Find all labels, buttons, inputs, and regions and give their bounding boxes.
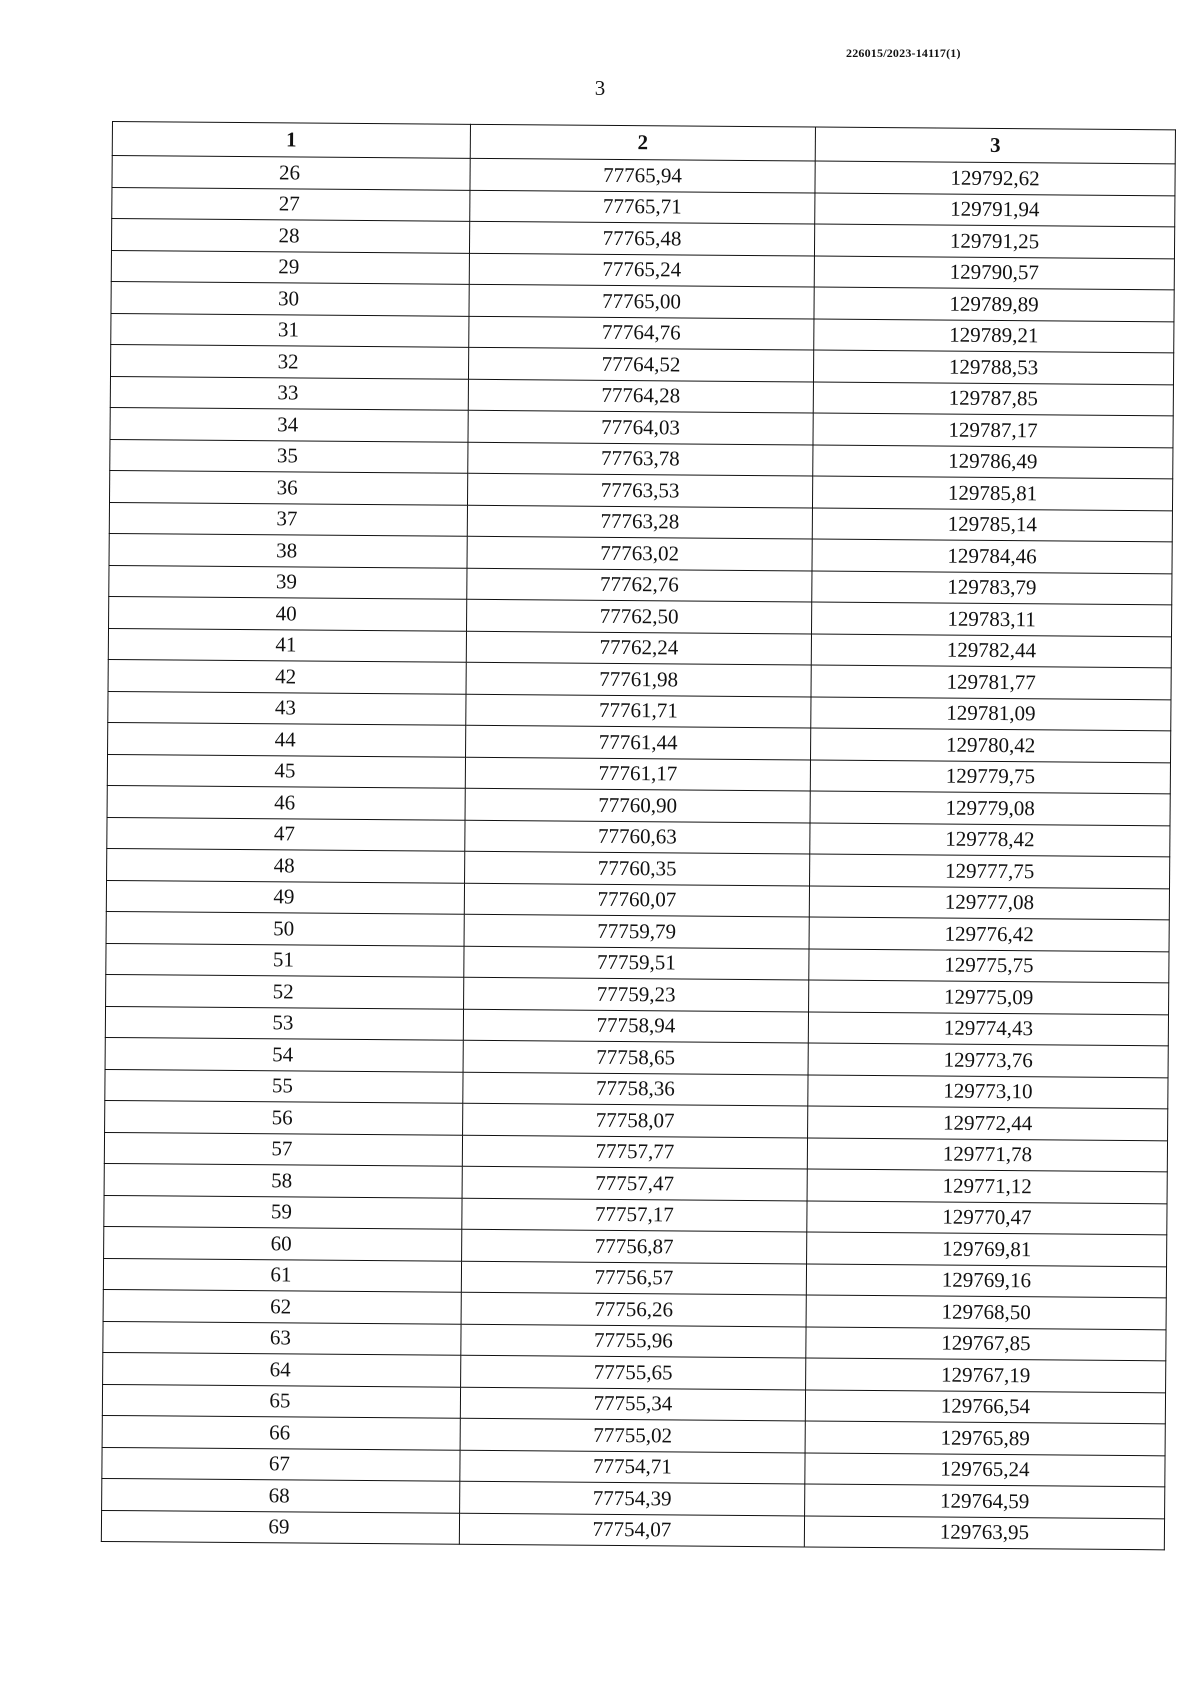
point-number-cell: 47 <box>107 817 465 851</box>
point-number-cell: 33 <box>110 376 468 410</box>
x-coordinate-cell: 77763,28 <box>467 505 812 539</box>
point-number-cell: 45 <box>107 754 465 788</box>
y-coordinate-cell: 129789,89 <box>814 287 1174 321</box>
x-coordinate-cell: 77759,23 <box>464 977 809 1011</box>
y-coordinate-cell: 129770,47 <box>807 1200 1167 1234</box>
x-coordinate-cell: 77755,34 <box>460 1387 805 1421</box>
point-number-cell: 52 <box>106 974 464 1008</box>
y-coordinate-cell: 129781,09 <box>811 697 1171 731</box>
x-coordinate-cell: 77759,51 <box>464 946 809 980</box>
point-number-cell: 57 <box>104 1132 462 1166</box>
coordinates-table <box>101 121 1176 1550</box>
point-number-cell: 42 <box>108 659 466 693</box>
y-coordinate-cell: 129781,77 <box>811 665 1171 699</box>
y-coordinate-cell: 129777,75 <box>810 854 1170 888</box>
y-coordinate-cell: 129776,42 <box>809 917 1169 951</box>
point-number-cell: 67 <box>102 1447 460 1481</box>
y-coordinate-cell: 129787,85 <box>813 382 1173 416</box>
y-coordinate-cell: 129788,53 <box>813 350 1173 384</box>
x-coordinate-cell: 77763,53 <box>467 473 812 507</box>
x-coordinate-cell: 77765,94 <box>470 158 815 192</box>
y-coordinate-cell: 129780,42 <box>811 728 1171 762</box>
y-coordinate-cell: 129766,54 <box>805 1389 1165 1423</box>
x-coordinate-cell: 77764,03 <box>468 410 813 444</box>
point-number-cell: 60 <box>104 1226 462 1260</box>
x-coordinate-cell: 77762,24 <box>466 631 811 665</box>
y-coordinate-cell: 129773,76 <box>808 1043 1168 1077</box>
point-number-cell: 48 <box>107 848 465 882</box>
table-body <box>101 156 1175 1550</box>
y-coordinate-cell: 129775,09 <box>809 980 1169 1014</box>
x-coordinate-cell: 77758,07 <box>463 1103 808 1137</box>
y-coordinate-cell: 129791,25 <box>814 224 1174 258</box>
x-coordinate-cell: 77764,76 <box>469 316 814 350</box>
x-coordinate-cell: 77765,71 <box>470 190 815 224</box>
y-coordinate-cell: 129787,17 <box>813 413 1173 447</box>
x-coordinate-cell: 77754,07 <box>459 1513 804 1547</box>
x-coordinate-cell: 77755,02 <box>460 1418 805 1452</box>
x-coordinate-cell: 77757,17 <box>462 1198 807 1232</box>
y-coordinate-cell: 129785,81 <box>812 476 1172 510</box>
point-number-cell: 64 <box>103 1352 461 1386</box>
point-number-cell: 38 <box>109 533 467 567</box>
y-coordinate-cell: 129772,44 <box>808 1106 1168 1140</box>
x-coordinate-cell: 77765,00 <box>469 284 814 318</box>
x-coordinate-cell: 77756,26 <box>461 1292 806 1326</box>
page-number: 3 <box>594 76 606 100</box>
y-coordinate-cell: 129777,08 <box>809 886 1169 920</box>
point-number-cell: 40 <box>109 596 467 630</box>
point-number-cell: 66 <box>102 1415 460 1449</box>
x-coordinate-cell: 77765,48 <box>469 221 814 255</box>
x-coordinate-cell: 77760,07 <box>464 883 809 917</box>
x-coordinate-cell: 77754,39 <box>460 1481 805 1515</box>
x-coordinate-cell: 77755,65 <box>461 1355 806 1389</box>
y-coordinate-cell: 129775,75 <box>809 948 1169 982</box>
point-number-cell: 65 <box>102 1384 460 1418</box>
x-coordinate-cell: 77763,78 <box>468 442 813 476</box>
point-number-cell: 27 <box>112 187 470 221</box>
y-coordinate-cell: 129769,16 <box>806 1263 1166 1297</box>
y-coordinate-cell: 129767,85 <box>806 1326 1166 1360</box>
point-number-cell: 34 <box>110 407 468 441</box>
document-id: 226015/2023-14117(1) <box>846 46 961 60</box>
point-number-cell: 46 <box>107 785 465 819</box>
y-coordinate-cell: 129792,62 <box>815 161 1175 195</box>
y-coordinate-cell: 129771,12 <box>807 1169 1167 1203</box>
point-number-cell: 61 <box>103 1258 461 1292</box>
column-header-2: 2 <box>470 124 815 161</box>
point-number-cell: 54 <box>105 1037 463 1071</box>
x-coordinate-cell: 77762,76 <box>467 568 812 602</box>
point-number-cell: 51 <box>106 943 464 977</box>
x-coordinate-cell: 77756,57 <box>461 1261 806 1295</box>
point-number-cell: 28 <box>111 219 469 253</box>
y-coordinate-cell: 129785,14 <box>812 508 1172 542</box>
y-coordinate-cell: 129769,81 <box>807 1232 1167 1266</box>
column-header-3: 3 <box>815 127 1175 164</box>
y-coordinate-cell: 129764,59 <box>805 1484 1165 1518</box>
x-coordinate-cell: 77761,71 <box>466 694 811 728</box>
point-number-cell: 69 <box>101 1510 459 1544</box>
point-number-cell: 58 <box>104 1163 462 1197</box>
y-coordinate-cell: 129783,11 <box>811 602 1171 636</box>
y-coordinate-cell: 129791,94 <box>815 193 1175 227</box>
column-header-1: 1 <box>112 122 470 159</box>
x-coordinate-cell: 77760,63 <box>465 820 810 854</box>
y-coordinate-cell: 129763,95 <box>804 1515 1164 1549</box>
x-coordinate-cell: 77757,47 <box>462 1166 807 1200</box>
x-coordinate-cell: 77760,90 <box>465 788 810 822</box>
point-number-cell: 29 <box>111 250 469 284</box>
point-number-cell: 56 <box>105 1100 463 1134</box>
y-coordinate-cell: 129765,89 <box>805 1421 1165 1455</box>
point-number-cell: 68 <box>102 1478 460 1512</box>
x-coordinate-cell: 77763,02 <box>467 536 812 570</box>
point-number-cell: 55 <box>105 1069 463 1103</box>
x-coordinate-cell: 77765,24 <box>469 253 814 287</box>
point-number-cell: 35 <box>110 439 468 473</box>
y-coordinate-cell: 129768,50 <box>806 1295 1166 1329</box>
y-coordinate-cell: 129782,44 <box>811 634 1171 668</box>
y-coordinate-cell: 129779,75 <box>810 760 1170 794</box>
y-coordinate-cell: 129789,21 <box>814 319 1174 353</box>
y-coordinate-cell: 129771,78 <box>807 1137 1167 1171</box>
y-coordinate-cell: 129765,24 <box>805 1452 1165 1486</box>
point-number-cell: 31 <box>111 313 469 347</box>
y-coordinate-cell: 129786,49 <box>813 445 1173 479</box>
point-number-cell: 62 <box>103 1289 461 1323</box>
point-number-cell: 53 <box>105 1006 463 1040</box>
point-number-cell: 39 <box>109 565 467 599</box>
x-coordinate-cell: 77764,28 <box>468 379 813 413</box>
y-coordinate-cell: 129774,43 <box>808 1011 1168 1045</box>
point-number-cell: 63 <box>103 1321 461 1355</box>
x-coordinate-cell: 77758,65 <box>463 1040 808 1074</box>
y-coordinate-cell: 129779,08 <box>810 791 1170 825</box>
y-coordinate-cell: 129773,10 <box>808 1074 1168 1108</box>
point-number-cell: 26 <box>112 156 470 190</box>
point-number-cell: 32 <box>110 344 468 378</box>
x-coordinate-cell: 77754,71 <box>460 1450 805 1484</box>
point-number-cell: 50 <box>106 911 464 945</box>
point-number-cell: 36 <box>110 470 468 504</box>
x-coordinate-cell: 77759,79 <box>464 914 809 948</box>
point-number-cell: 44 <box>108 722 466 756</box>
point-number-cell: 30 <box>111 281 469 315</box>
x-coordinate-cell: 77756,87 <box>462 1229 807 1263</box>
x-coordinate-cell: 77760,35 <box>465 851 810 885</box>
x-coordinate-cell: 77758,94 <box>463 1009 808 1043</box>
x-coordinate-cell: 77761,17 <box>465 757 810 791</box>
x-coordinate-cell: 77761,98 <box>466 662 811 696</box>
y-coordinate-cell: 129783,79 <box>812 571 1172 605</box>
point-number-cell: 49 <box>106 880 464 914</box>
y-coordinate-cell: 129790,57 <box>814 256 1174 290</box>
x-coordinate-cell: 77758,36 <box>463 1072 808 1106</box>
point-number-cell: 37 <box>109 502 467 536</box>
y-coordinate-cell: 129778,42 <box>810 823 1170 857</box>
x-coordinate-cell: 77762,50 <box>467 599 812 633</box>
x-coordinate-cell: 77764,52 <box>468 347 813 381</box>
point-number-cell: 43 <box>108 691 466 725</box>
y-coordinate-cell: 129767,19 <box>806 1358 1166 1392</box>
point-number-cell: 41 <box>108 628 466 662</box>
y-coordinate-cell: 129784,46 <box>812 539 1172 573</box>
x-coordinate-cell: 77755,96 <box>461 1324 806 1358</box>
x-coordinate-cell: 77761,44 <box>466 725 811 759</box>
x-coordinate-cell: 77757,77 <box>462 1135 807 1169</box>
point-number-cell: 59 <box>104 1195 462 1229</box>
